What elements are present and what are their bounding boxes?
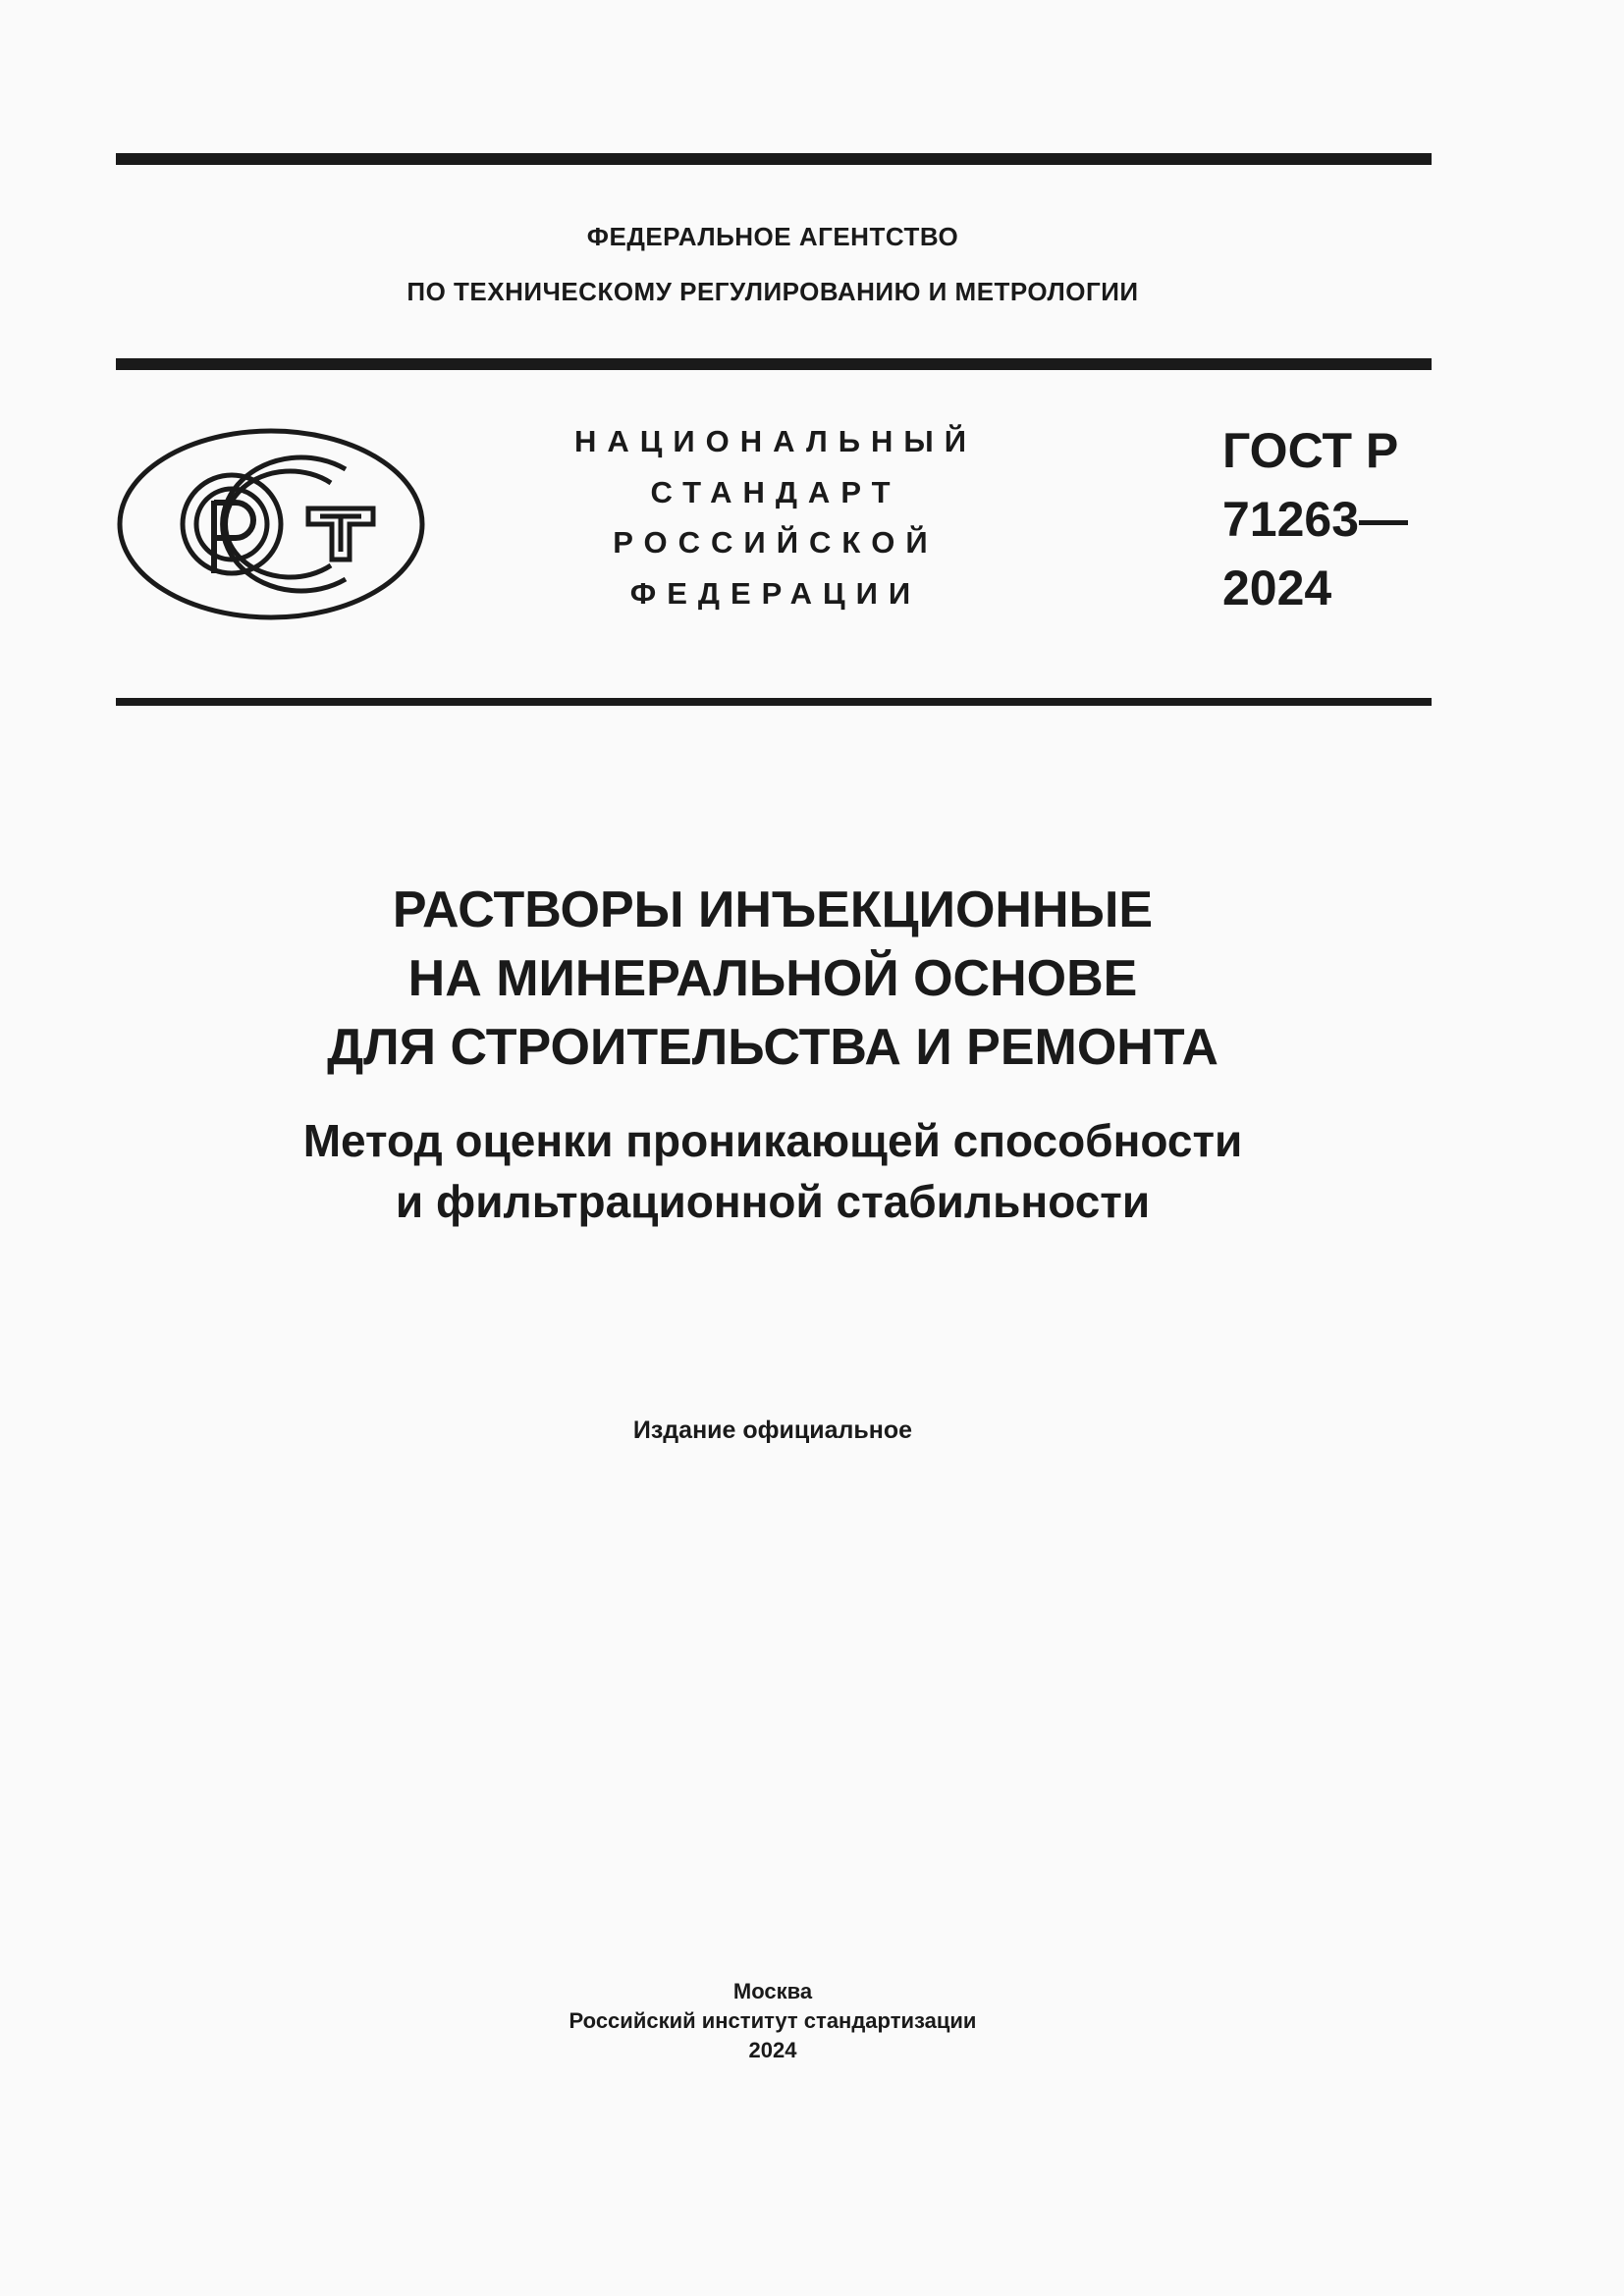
title-line-1: РАСТВОРЫ ИНЪЕКЦИОННЫЕ <box>392 881 1154 938</box>
document-title <box>0 876 1545 1082</box>
standard-designation <box>1222 416 1408 622</box>
imprint-year: 2024 <box>748 2038 797 2062</box>
imprint-city: Москва <box>732 1979 813 2003</box>
standard-type-line-2: СТАНДАРТ <box>650 475 901 509</box>
designation-line-3: 2024 <box>1222 561 1332 615</box>
standard-type-line-1: НАЦИОНАЛЬНЫЙ <box>573 424 978 458</box>
title-line-2: НА МИНЕРАЛЬНОЙ ОСНОВЕ <box>407 950 1138 1007</box>
agency-line-2: ПО ТЕХНИЧЕСКОМУ РЕГУЛИРОВАНИЮ И МЕТРОЛОГИИ <box>406 277 1139 306</box>
title-line-3: ДЛЯ СТРОИТЕЛЬСТВА И РЕМОНТА <box>327 1019 1218 1076</box>
imprint-publisher: Российский институт стандартизации <box>568 2008 977 2033</box>
agency-line-1: ФЕДЕРАЛЬНОЕ АГЕНТСТВО <box>586 222 959 251</box>
bottom-rule <box>116 698 1432 706</box>
rst-certification-mark-icon <box>116 426 426 622</box>
subtitle-line-2: и фильтрационной стабильности <box>395 1176 1151 1227</box>
imprint <box>0 1977 1545 2065</box>
standard-type-line-4: ФЕДЕРАЦИИ <box>629 576 922 611</box>
subtitle-line-1: Метод оценки проникающей способности <box>302 1115 1243 1166</box>
edition-note: Издание официальное <box>632 1416 913 1444</box>
designation-line-2: 71263— <box>1222 492 1409 547</box>
middle-rule <box>116 358 1432 370</box>
top-rule <box>116 153 1432 165</box>
standard-type-line-3: РОССИЙСКОЙ <box>613 525 939 560</box>
designation-line-1: ГОСТ Р <box>1222 423 1399 478</box>
document-subtitle <box>0 1110 1545 1232</box>
